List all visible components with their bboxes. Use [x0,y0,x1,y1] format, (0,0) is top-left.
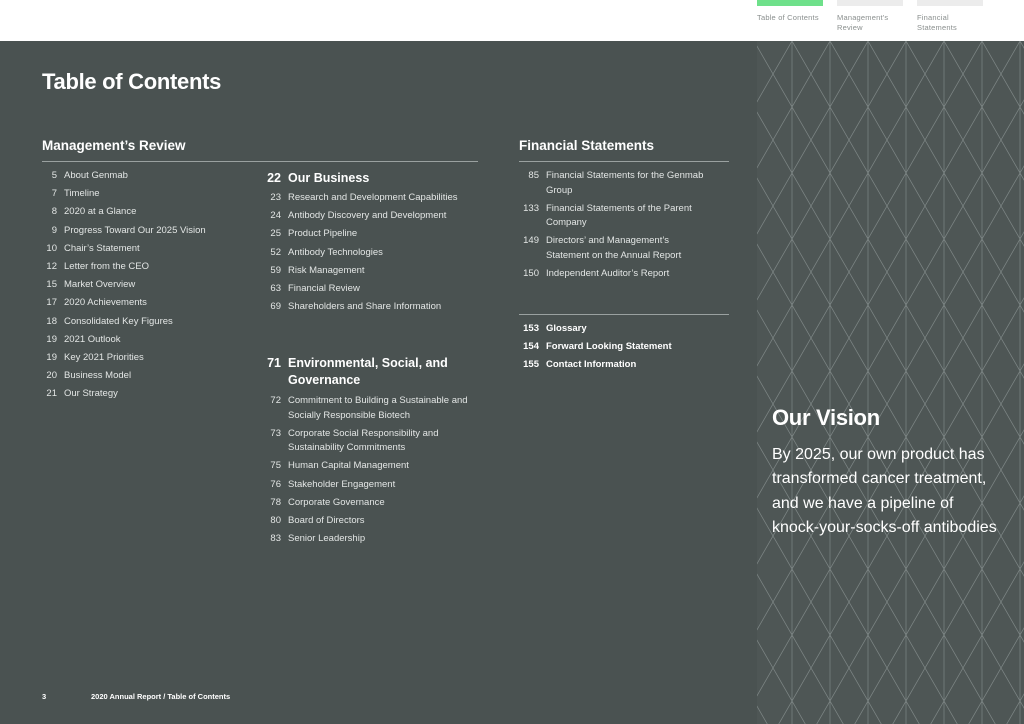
section-divider [42,161,478,162]
toc-entry-title: Timeline [64,188,100,200]
toc-entry-title: Glossary [546,323,587,334]
toc-page-number: 12 [46,260,57,272]
toc-entry[interactable] [42,242,252,257]
toc-entry-title: Shareholders and Share Information [288,301,442,313]
toc-entry[interactable] [519,340,729,355]
toc-entry[interactable] [266,496,478,511]
toc-entry-title: Market Overview [64,279,136,291]
toc-page-number: 133 [523,202,539,214]
toc-page-number: 73 [270,427,281,439]
toc-entry-title: Independent Auditor’s Report [546,268,670,280]
nav-tab-indicator [757,0,823,6]
toc-page-number: 9 [51,224,57,236]
toc-entry-title: About Genmab [64,170,128,181]
toc-entry-title: Forward Looking Statement [546,341,672,352]
toc-entry-title: Human Capital Management [288,460,409,472]
toc-page-number: 153 [523,323,539,334]
toc-entry-title: 2020 at a Glance [64,206,137,218]
toc-entry-title: Antibody Discovery and Development [288,210,447,222]
toc-entry[interactable] [42,169,252,184]
toc-page-number: 15 [46,279,57,291]
esg-list [266,394,478,550]
vision-statement: By 2025, our own product has transformed cancer treatment, and we have a pipeline of knock-your-socks-off antibodies [772,446,997,537]
toc-entry[interactable] [42,387,252,402]
toc-page-number: 52 [270,246,281,258]
toc-entry-title: Our Strategy [64,388,118,400]
toc-page-number: 19 [46,351,57,363]
toc-entry[interactable] [519,322,729,337]
toc-entry[interactable] [519,169,714,198]
nav-tab-label: Financial Statements [917,13,957,32]
our-business-heading[interactable] [266,170,486,187]
toc-entry-title: Financial Review [288,282,360,294]
toc-entry-title: Research and Development Capabilities [288,192,458,203]
toc-page-number: 7 [51,188,57,200]
toc-entry-title: Senior Leadership [288,533,366,545]
toc-entry[interactable] [42,260,252,275]
our-business-list [266,191,478,318]
appendix-list [519,322,729,376]
page-title: Table of Contents [42,69,222,94]
toc-entry[interactable] [519,358,729,373]
toc-page-number: 5 [51,170,57,181]
vision-title: Our Vision [772,405,880,430]
toc-page-number: 155 [523,359,539,370]
esg-heading[interactable] [266,355,481,389]
nav-tab-label: Management's Review [837,13,889,32]
toc-entry[interactable] [266,282,478,297]
section-page-number: 22 [267,171,281,185]
section-title: Our Business [288,171,370,185]
toc-page-number: 83 [270,533,281,545]
toc-entry-title: Letter from the CEO [64,260,150,272]
toc-entry-title: 2020 Achievements [64,297,147,309]
toc-entry[interactable] [266,514,478,529]
nav-tab-financial-statements[interactable] [917,0,983,41]
toc-entry[interactable] [266,209,478,224]
toc-page-number: 59 [270,264,281,276]
toc-entry[interactable] [266,246,478,261]
toc-page-number: 75 [270,460,281,472]
financial-statements-list [519,169,714,285]
toc-page-number: 25 [270,228,281,240]
nav-tab-table-of-contents[interactable] [757,0,823,41]
toc-entry-title: Commitment to Building a Sustainable and Socially Responsible Biotech [288,395,468,421]
nav-tab-managements-review[interactable] [837,0,903,41]
toc-entry-title: Corporate Governance [288,496,385,508]
toc-entry-title: Antibody Technologies [288,246,383,258]
toc-entry-title: Product Pipeline [288,228,358,240]
toc-entry[interactable] [519,267,714,282]
toc-page-number: 69 [270,301,281,313]
toc-page-number: 23 [270,192,281,203]
toc-entry-title: Risk Management [288,264,365,276]
section-divider [519,314,729,315]
toc-entry[interactable] [266,394,478,423]
toc-page-number: 24 [270,210,281,222]
toc-entry[interactable] [266,227,478,242]
toc-entry-title: Corporate Social Responsibility and Sustainability Commitments [288,427,439,454]
toc-entry[interactable] [42,205,252,220]
toc-entry[interactable] [519,234,714,263]
toc-entry-title: Directors’ and Management’s Statement on the Annual Report [546,235,682,261]
toc-entry[interactable] [266,300,478,315]
toc-entry[interactable] [266,478,478,493]
managements-review-list [42,169,252,405]
toc-page-number: 18 [46,315,57,327]
toc-page-number: 150 [523,268,539,280]
toc-entry[interactable] [42,296,252,311]
toc-entry[interactable] [266,191,478,206]
toc-page-number: 85 [528,170,539,181]
toc-entry[interactable] [42,187,252,202]
toc-page-number: 20 [46,370,57,382]
toc-entry[interactable] [42,224,252,239]
toc-page-number: 19 [46,333,57,345]
toc-page-number: 149 [523,235,539,247]
toc-page-number: 63 [270,282,281,294]
toc-entry[interactable] [42,333,252,348]
toc-page-number: 154 [523,341,539,352]
toc-entry-title: Contact Information [546,359,637,370]
toc-page-number: 17 [46,297,57,309]
toc-page-number: 76 [270,478,281,490]
managements-review-heading: Management’s Review [42,138,186,153]
toc-entry[interactable] [42,351,252,366]
toc-entry-title: Chair’s Statement [64,242,140,254]
toc-page-number: 72 [270,395,281,406]
nav-tab-label: Table of Contents [757,13,819,22]
toc-entry[interactable] [42,315,252,330]
vision-panel [757,41,1024,724]
toc-entry-title: 2021 Outlook [64,333,121,345]
toc-page-number: 8 [51,206,57,218]
toc-page-number: 78 [270,496,281,508]
footer-page-number: 3 [42,692,47,701]
toc-entry[interactable] [42,369,252,384]
nav-tab-indicator [917,0,983,6]
toc-entry-title: Business Model [64,370,132,382]
toc-entry-title: Key 2021 Priorities [64,351,144,363]
toc-entry-title: Financial Statements for the Genmab Group [546,170,704,196]
toc-entry-title: Progress Toward Our 2025 Vision [64,224,206,236]
toc-entry[interactable] [266,427,478,456]
toc-entry[interactable] [266,459,478,474]
toc-entry[interactable] [42,278,252,293]
toc-page-number: 10 [46,242,57,254]
section-divider [519,161,729,162]
toc-entry[interactable] [519,202,714,231]
footer-breadcrumb: 2020 Annual Report / Table of Contents [91,692,231,701]
section-page-number: 71 [267,356,281,370]
toc-page-number: 21 [46,388,57,400]
hexagon-pattern [757,41,1024,724]
toc-entry-title: Consolidated Key Figures [64,315,173,327]
toc-entry-title: Stakeholder Engagement [288,478,396,490]
section-title: Environmental, Social, and Governance [288,356,448,387]
nav-tab-indicator [837,0,903,6]
toc-page-number: 80 [270,514,281,526]
financial-statements-heading: Financial Statements [519,138,655,153]
toc-entry-title: Financial Statements of the Parent Company [546,202,692,229]
toc-entry[interactable] [266,532,478,547]
toc-entry-title: Board of Directors [288,514,365,526]
toc-entry[interactable] [266,264,478,279]
